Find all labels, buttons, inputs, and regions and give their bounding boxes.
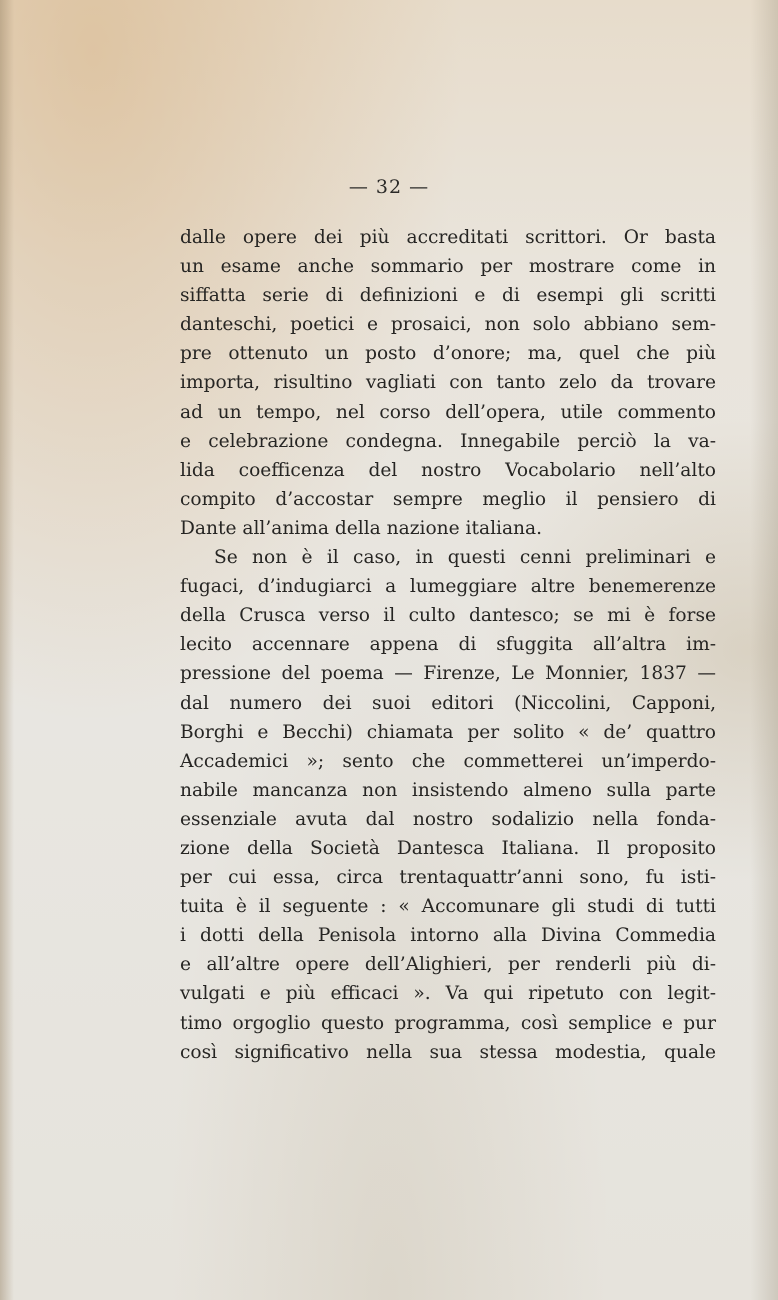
text-line: un esame anche sommario per mostrare come in: [180, 256, 716, 278]
text-line: essenziale avuta dal nostro sodalizio nella fonda-: [180, 808, 716, 830]
text-line: per cui essa, circa trentaquattr’anni sono, fu isti-: [180, 867, 716, 889]
page-number: — 32 —: [348, 176, 430, 198]
body-text: [180, 223, 716, 1067]
text-line: tuita è il seguente : « Accomunare gli studi di tutti: [180, 896, 716, 918]
text-line: compito d’accostar sempre meglio il pensiero di: [180, 488, 716, 510]
text-line: lida coefficenza del nostro Vocabolario nell’alto: [180, 459, 716, 481]
text-line: lecito accennare appena di sfuggita all’altra im-: [180, 634, 716, 656]
text-line: pressione del poema — Firenze, Le Monnier, 1837 —: [180, 663, 716, 685]
text-line: e all’altre opere dell’Alighieri, per renderli più di-: [180, 954, 716, 976]
text-line: Accademici »; sento che commetterei un’imperdo-: [180, 750, 716, 772]
text-line: ad un tempo, nel corso dell’opera, utile commento: [180, 401, 716, 423]
text-line: fugaci, d’indugiarci a lumeggiare altre benemerenze: [180, 576, 716, 598]
text-line: zione della Società Dantesca Italiana. Il proposito: [180, 837, 716, 859]
text-line: i dotti della Penisola intorno alla Divina Commedia: [180, 925, 716, 947]
text-line: danteschi, poetici e prosaici, non solo abbiano sem-: [180, 314, 716, 336]
text-line: pre ottenuto un posto d’onore; ma, quel che più: [180, 343, 716, 365]
text-line: così significativo nella sua stessa modestia, quale: [180, 1041, 716, 1063]
text-line: Borghi e Becchi) chiamata per solito « de’ quattro: [180, 721, 716, 743]
text-line: Dante all’anima della nazione italiana.: [180, 517, 543, 539]
text-line: della Crusca verso il culto dantesco; se mi è forse: [180, 605, 716, 627]
text-line: timo orgoglio questo programma, così semplice e pur: [180, 1012, 716, 1034]
text-line: nabile mancanza non insistendo almeno sulla parte: [180, 779, 716, 801]
text-line: dal numero dei suoi editori (Niccolini, Capponi,: [180, 692, 716, 714]
paragraph-start-line: Se non è il caso, in questi cenni preliminari e: [214, 547, 716, 569]
text-line: e celebrazione condegna. Innegabile perciò la va-: [180, 430, 716, 452]
text-line: vulgati e più efficaci ». Va qui ripetuto con legit-: [180, 983, 716, 1005]
text-line: dalle opere dei più accreditati scrittori. Or basta: [180, 227, 716, 248]
text-line: siffatta serie di definizioni e di esempi gli scritti: [180, 285, 716, 307]
text-line: importa, risultino vagliati con tanto zelo da trovare: [180, 372, 716, 394]
